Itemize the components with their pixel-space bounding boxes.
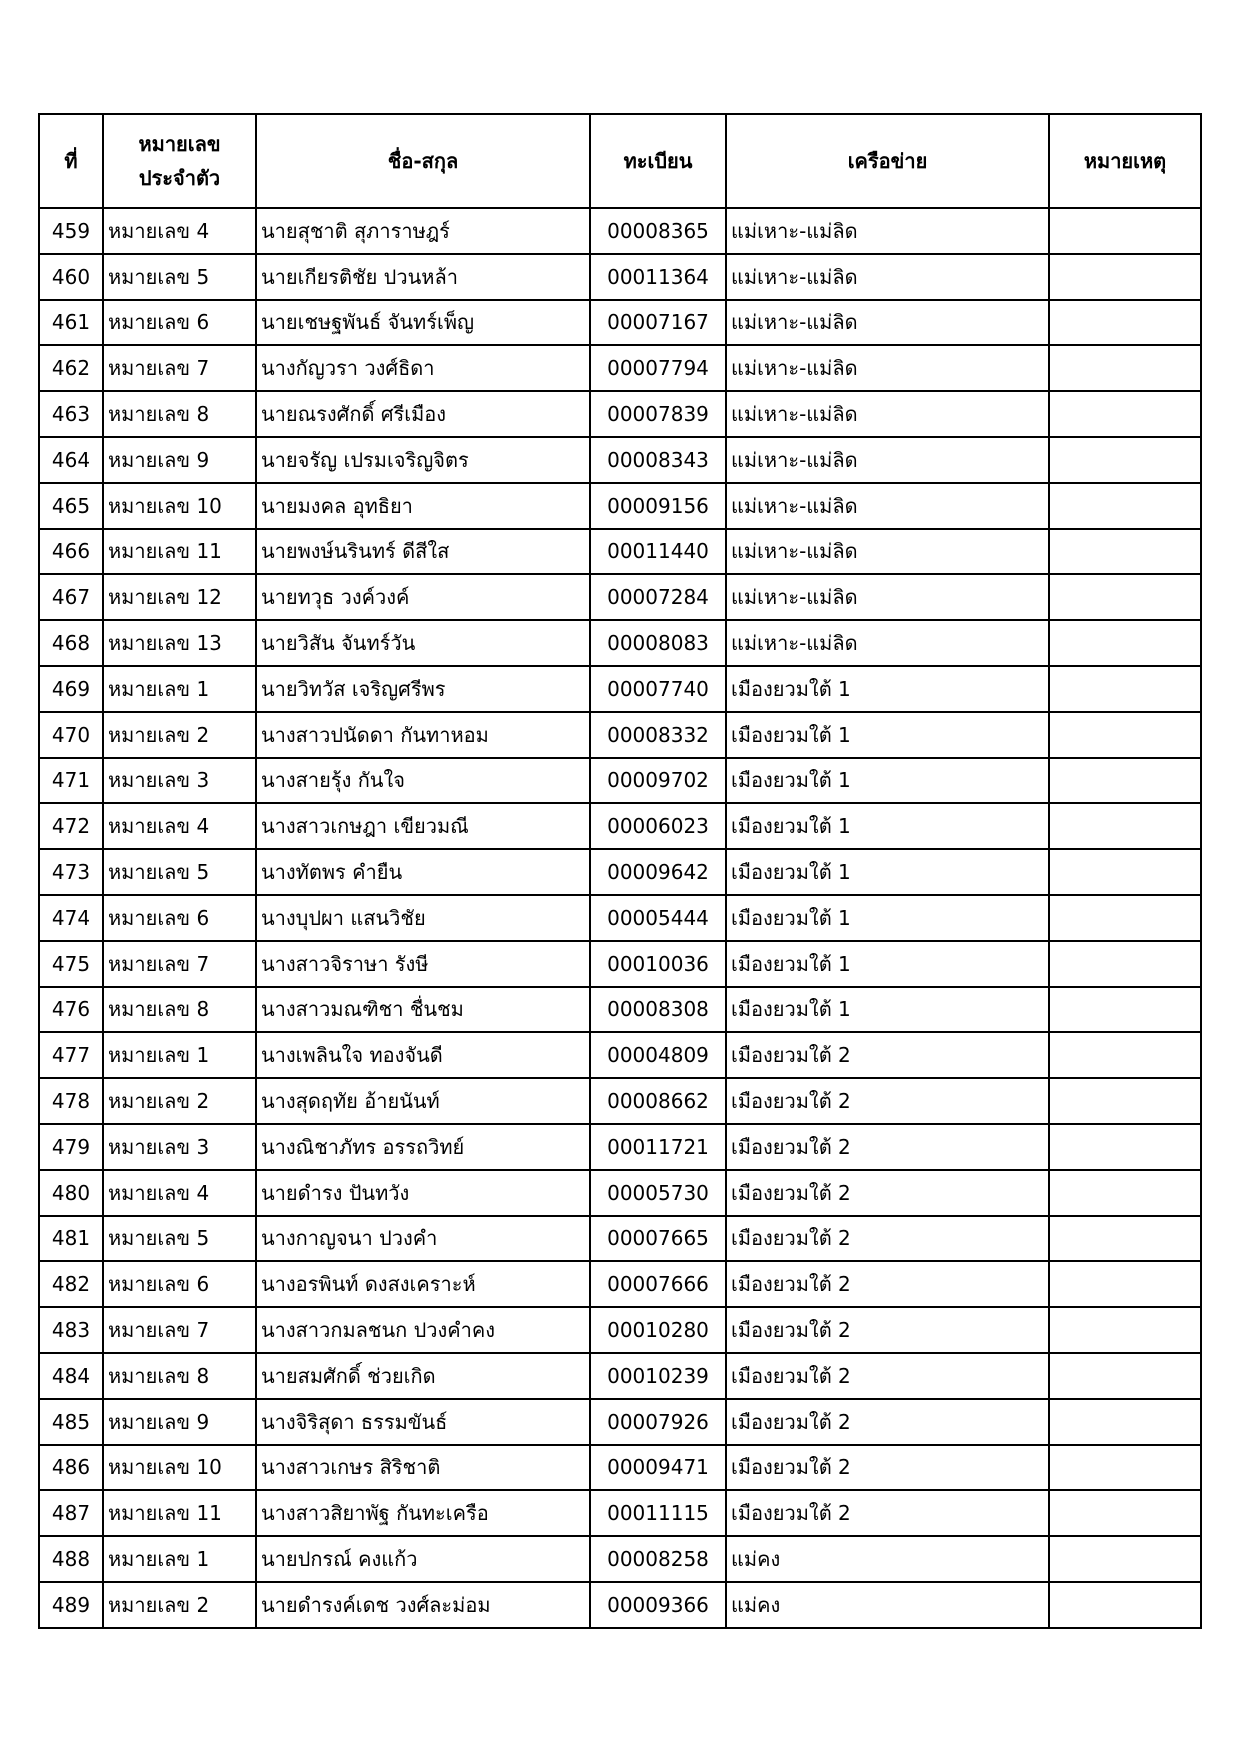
cell-no: 467 <box>39 574 103 620</box>
cell-name: นางสาวกมลชนก ปวงคำคง <box>256 1307 590 1353</box>
cell-remark <box>1049 529 1201 575</box>
cell-no: 489 <box>39 1582 103 1628</box>
cell-remark <box>1049 1353 1201 1399</box>
cell-id: หมายเลข 7 <box>103 345 256 391</box>
table-row <box>39 1216 1201 1262</box>
cell-name: นายปกรณ์ คงแก้ว <box>256 1536 590 1582</box>
cell-name: นางกัญวรา วงศ์ธิดา <box>256 345 590 391</box>
cell-network: แม่เหาะ-แม่ลิด <box>726 208 1049 254</box>
cell-name: นายมงคล อุทธิยา <box>256 483 590 529</box>
cell-remark <box>1049 574 1201 620</box>
table-row <box>39 1078 1201 1124</box>
cell-registration: 00007666 <box>590 1261 726 1307</box>
cell-id: หมายเลข 10 <box>103 483 256 529</box>
cell-network: เมืองยวมใต้ 1 <box>726 666 1049 712</box>
cell-remark <box>1049 1032 1201 1078</box>
cell-no: 488 <box>39 1536 103 1582</box>
cell-no: 483 <box>39 1307 103 1353</box>
table-row <box>39 1445 1201 1491</box>
cell-remark <box>1049 1399 1201 1445</box>
header-id-line1: หมายเลข <box>138 132 221 156</box>
cell-no: 460 <box>39 254 103 300</box>
cell-id: หมายเลข 7 <box>103 1307 256 1353</box>
table-row <box>39 391 1201 437</box>
table-row <box>39 620 1201 666</box>
cell-id: หมายเลข 1 <box>103 1032 256 1078</box>
cell-network: เมืองยวมใต้ 1 <box>726 803 1049 849</box>
cell-network: แม่เหาะ-แม่ลิด <box>726 620 1049 666</box>
cell-remark <box>1049 391 1201 437</box>
cell-registration: 00005444 <box>590 895 726 941</box>
table-row <box>39 437 1201 483</box>
cell-registration: 00008258 <box>590 1536 726 1582</box>
cell-id: หมายเลข 1 <box>103 666 256 712</box>
cell-name: นางอรพินท์ ดงสงเคราะห์ <box>256 1261 590 1307</box>
cell-remark <box>1049 345 1201 391</box>
cell-registration: 00011364 <box>590 254 726 300</box>
cell-remark <box>1049 1536 1201 1582</box>
cell-name: นางสาวเกษฎา เขียวมณี <box>256 803 590 849</box>
header-id-line2: ประจำตัว <box>138 166 221 190</box>
cell-remark <box>1049 941 1201 987</box>
cell-network: เมืองยวมใต้ 2 <box>726 1032 1049 1078</box>
cell-remark <box>1049 620 1201 666</box>
cell-network: เมืองยวมใต้ 2 <box>726 1307 1049 1353</box>
table-row <box>39 300 1201 346</box>
table-row <box>39 529 1201 575</box>
cell-network: แม่เหาะ-แม่ลิด <box>726 574 1049 620</box>
cell-network: เมืองยวมใต้ 2 <box>726 1216 1049 1262</box>
table-row <box>39 208 1201 254</box>
table-row <box>39 666 1201 712</box>
cell-remark <box>1049 208 1201 254</box>
cell-registration: 00007926 <box>590 1399 726 1445</box>
cell-registration: 00006023 <box>590 803 726 849</box>
cell-network: เมืองยวมใต้ 1 <box>726 758 1049 804</box>
cell-name: นายพงษ์นรินทร์ ดีสีใส <box>256 529 590 575</box>
cell-id: หมายเลข 8 <box>103 1353 256 1399</box>
cell-registration: 00008332 <box>590 712 726 758</box>
cell-remark <box>1049 758 1201 804</box>
cell-registration: 00008308 <box>590 987 726 1033</box>
cell-id: หมายเลข 11 <box>103 1490 256 1536</box>
cell-name: นางสายรุ้ง กันใจ <box>256 758 590 804</box>
cell-registration: 00011721 <box>590 1124 726 1170</box>
cell-network: แม่เหาะ-แม่ลิด <box>726 254 1049 300</box>
table-row <box>39 1124 1201 1170</box>
cell-network: เมืองยวมใต้ 2 <box>726 1399 1049 1445</box>
cell-id: หมายเลข 4 <box>103 208 256 254</box>
table-row <box>39 1261 1201 1307</box>
cell-remark <box>1049 1078 1201 1124</box>
table-row <box>39 1536 1201 1582</box>
table-row <box>39 803 1201 849</box>
cell-registration: 00007794 <box>590 345 726 391</box>
cell-no: 480 <box>39 1170 103 1216</box>
cell-network: แม่เหาะ-แม่ลิด <box>726 529 1049 575</box>
cell-id: หมายเลข 12 <box>103 574 256 620</box>
cell-id: หมายเลข 11 <box>103 529 256 575</box>
cell-network: เมืองยวมใต้ 1 <box>726 895 1049 941</box>
cell-name: นายสุชาติ สุภาราษฎร์ <box>256 208 590 254</box>
cell-network: เมืองยวมใต้ 1 <box>726 987 1049 1033</box>
cell-id: หมายเลข 6 <box>103 300 256 346</box>
cell-id: หมายเลข 2 <box>103 1582 256 1628</box>
cell-no: 464 <box>39 437 103 483</box>
table-row <box>39 758 1201 804</box>
cell-id: หมายเลข 5 <box>103 849 256 895</box>
cell-registration: 00008083 <box>590 620 726 666</box>
cell-remark <box>1049 987 1201 1033</box>
cell-network: แม่เหาะ-แม่ลิด <box>726 483 1049 529</box>
cell-no: 484 <box>39 1353 103 1399</box>
cell-id: หมายเลข 3 <box>103 758 256 804</box>
cell-name: นางสาวมณฑิชา ชื่นชม <box>256 987 590 1033</box>
cell-no: 474 <box>39 895 103 941</box>
cell-network: เมืองยวมใต้ 2 <box>726 1261 1049 1307</box>
cell-no: 462 <box>39 345 103 391</box>
cell-no: 466 <box>39 529 103 575</box>
table-row <box>39 895 1201 941</box>
header-name: ชื่อ-สกุล <box>256 114 590 208</box>
cell-network: แม่เหาะ-แม่ลิด <box>726 345 1049 391</box>
cell-name: นายสมศักดิ์ ช่วยเกิด <box>256 1353 590 1399</box>
cell-remark <box>1049 849 1201 895</box>
cell-name: นางบุปผา แสนวิชัย <box>256 895 590 941</box>
cell-name: นางณิชาภัทร อรรถวิทย์ <box>256 1124 590 1170</box>
cell-no: 473 <box>39 849 103 895</box>
cell-name: นายดำรง ปันทวัง <box>256 1170 590 1216</box>
cell-remark <box>1049 803 1201 849</box>
cell-registration: 00008365 <box>590 208 726 254</box>
cell-no: 478 <box>39 1078 103 1124</box>
cell-no: 477 <box>39 1032 103 1078</box>
cell-registration: 00008662 <box>590 1078 726 1124</box>
cell-network: เมืองยวมใต้ 1 <box>726 941 1049 987</box>
table-row <box>39 712 1201 758</box>
cell-no: 461 <box>39 300 103 346</box>
cell-registration: 00009471 <box>590 1445 726 1491</box>
cell-remark <box>1049 1261 1201 1307</box>
cell-remark <box>1049 483 1201 529</box>
cell-registration: 00007167 <box>590 300 726 346</box>
table-row <box>39 1582 1201 1628</box>
cell-network: แม่คง <box>726 1582 1049 1628</box>
cell-name: นางทัตพร คำยืน <box>256 849 590 895</box>
cell-remark <box>1049 895 1201 941</box>
cell-network: เมืองยวมใต้ 2 <box>726 1078 1049 1124</box>
cell-name: นายวิทวัส เจริญศรีพร <box>256 666 590 712</box>
cell-no: 479 <box>39 1124 103 1170</box>
cell-remark <box>1049 437 1201 483</box>
cell-id: หมายเลข 9 <box>103 1399 256 1445</box>
cell-id: หมายเลข 1 <box>103 1536 256 1582</box>
header-no: ที่ <box>39 114 103 208</box>
table-row <box>39 1353 1201 1399</box>
cell-name: นายเกียรติชัย ปวนหล้า <box>256 254 590 300</box>
cell-name: นายจรัญ เปรมเจริญจิตร <box>256 437 590 483</box>
header-remark: หมายเหตุ <box>1049 114 1201 208</box>
roster-table <box>38 113 1202 1629</box>
roster-body <box>39 208 1201 1628</box>
table-row <box>39 1032 1201 1078</box>
cell-id: หมายเลข 3 <box>103 1124 256 1170</box>
cell-remark <box>1049 1307 1201 1353</box>
table-row <box>39 574 1201 620</box>
cell-registration: 00009366 <box>590 1582 726 1628</box>
cell-name: นางเพลินใจ ทองจันดี <box>256 1032 590 1078</box>
cell-network: เมืองยวมใต้ 1 <box>726 849 1049 895</box>
cell-id: หมายเลข 4 <box>103 803 256 849</box>
cell-name: นายณรงศักดิ์ ศรีเมือง <box>256 391 590 437</box>
cell-registration: 00010280 <box>590 1307 726 1353</box>
cell-no: 482 <box>39 1261 103 1307</box>
cell-registration: 00010036 <box>590 941 726 987</box>
table-row <box>39 345 1201 391</box>
cell-name: นางสาวจิราษา รังษี <box>256 941 590 987</box>
cell-remark <box>1049 1216 1201 1262</box>
cell-no: 469 <box>39 666 103 712</box>
cell-network: แม่เหาะ-แม่ลิด <box>726 437 1049 483</box>
cell-id: หมายเลข 4 <box>103 1170 256 1216</box>
cell-id: หมายเลข 8 <box>103 987 256 1033</box>
table-row <box>39 254 1201 300</box>
cell-no: 487 <box>39 1490 103 1536</box>
cell-registration: 00010239 <box>590 1353 726 1399</box>
table-row <box>39 849 1201 895</box>
cell-id: หมายเลข 10 <box>103 1445 256 1491</box>
cell-remark <box>1049 1445 1201 1491</box>
cell-name: นายเชษฐพันธ์ จันทร์เพ็ญ <box>256 300 590 346</box>
header-row <box>39 114 1201 208</box>
table-row <box>39 483 1201 529</box>
table-row <box>39 1307 1201 1353</box>
cell-id: หมายเลข 5 <box>103 254 256 300</box>
cell-network: แม่คง <box>726 1536 1049 1582</box>
cell-name: นายดำรงค์เดช วงศ์ละม่อม <box>256 1582 590 1628</box>
cell-name: นางสาวปนัดดา กันทาหอม <box>256 712 590 758</box>
cell-id: หมายเลข 6 <box>103 895 256 941</box>
cell-remark <box>1049 1170 1201 1216</box>
table-row <box>39 987 1201 1033</box>
cell-remark <box>1049 712 1201 758</box>
cell-name: นางกาญจนา ปวงคำ <box>256 1216 590 1262</box>
cell-network: เมืองยวมใต้ 2 <box>726 1353 1049 1399</box>
cell-remark <box>1049 666 1201 712</box>
cell-network: เมืองยวมใต้ 2 <box>726 1490 1049 1536</box>
cell-network: แม่เหาะ-แม่ลิด <box>726 300 1049 346</box>
cell-name: นายทวุธ วงค์วงค์ <box>256 574 590 620</box>
table-row <box>39 1490 1201 1536</box>
cell-registration: 00009156 <box>590 483 726 529</box>
cell-registration: 00009642 <box>590 849 726 895</box>
cell-no: 475 <box>39 941 103 987</box>
cell-registration: 00004809 <box>590 1032 726 1078</box>
cell-id: หมายเลข 9 <box>103 437 256 483</box>
cell-network: เมืองยวมใต้ 2 <box>726 1170 1049 1216</box>
cell-no: 486 <box>39 1445 103 1491</box>
cell-no: 485 <box>39 1399 103 1445</box>
cell-no: 472 <box>39 803 103 849</box>
cell-registration: 00008343 <box>590 437 726 483</box>
cell-id: หมายเลข 13 <box>103 620 256 666</box>
cell-no: 463 <box>39 391 103 437</box>
cell-no: 470 <box>39 712 103 758</box>
cell-registration: 00011440 <box>590 529 726 575</box>
cell-remark <box>1049 1490 1201 1536</box>
header-network: เครือข่าย <box>726 114 1049 208</box>
cell-id: หมายเลข 2 <box>103 712 256 758</box>
cell-no: 468 <box>39 620 103 666</box>
cell-network: เมืองยวมใต้ 2 <box>726 1124 1049 1170</box>
cell-network: เมืองยวมใต้ 1 <box>726 712 1049 758</box>
table-row <box>39 941 1201 987</box>
cell-network: แม่เหาะ-แม่ลิด <box>726 391 1049 437</box>
cell-name: นางจิริสุดา ธรรมขันธ์ <box>256 1399 590 1445</box>
cell-registration: 00011115 <box>590 1490 726 1536</box>
cell-network: เมืองยวมใต้ 2 <box>726 1445 1049 1491</box>
header-registration: ทะเบียน <box>590 114 726 208</box>
cell-id: หมายเลข 5 <box>103 1216 256 1262</box>
cell-no: 459 <box>39 208 103 254</box>
table-row <box>39 1170 1201 1216</box>
table-row <box>39 1399 1201 1445</box>
cell-id: หมายเลข 7 <box>103 941 256 987</box>
cell-name: นางสาวเกษร สิริชาติ <box>256 1445 590 1491</box>
cell-no: 465 <box>39 483 103 529</box>
cell-no: 481 <box>39 1216 103 1262</box>
cell-remark <box>1049 300 1201 346</box>
cell-remark <box>1049 254 1201 300</box>
cell-registration: 00007740 <box>590 666 726 712</box>
cell-id: หมายเลข 6 <box>103 1261 256 1307</box>
cell-no: 476 <box>39 987 103 1033</box>
cell-name: นายวิสัน จันทร์วัน <box>256 620 590 666</box>
cell-registration: 00009702 <box>590 758 726 804</box>
cell-remark <box>1049 1582 1201 1628</box>
cell-id: หมายเลข 8 <box>103 391 256 437</box>
cell-registration: 00005730 <box>590 1170 726 1216</box>
header-id <box>103 114 256 208</box>
cell-no: 471 <box>39 758 103 804</box>
cell-name: นางสุดฤทัย อ้ายนันท์ <box>256 1078 590 1124</box>
cell-name: นางสาวสิยาพัฐ กันทะเครือ <box>256 1490 590 1536</box>
cell-registration: 00007665 <box>590 1216 726 1262</box>
cell-registration: 00007839 <box>590 391 726 437</box>
cell-remark <box>1049 1124 1201 1170</box>
cell-id: หมายเลข 2 <box>103 1078 256 1124</box>
cell-registration: 00007284 <box>590 574 726 620</box>
